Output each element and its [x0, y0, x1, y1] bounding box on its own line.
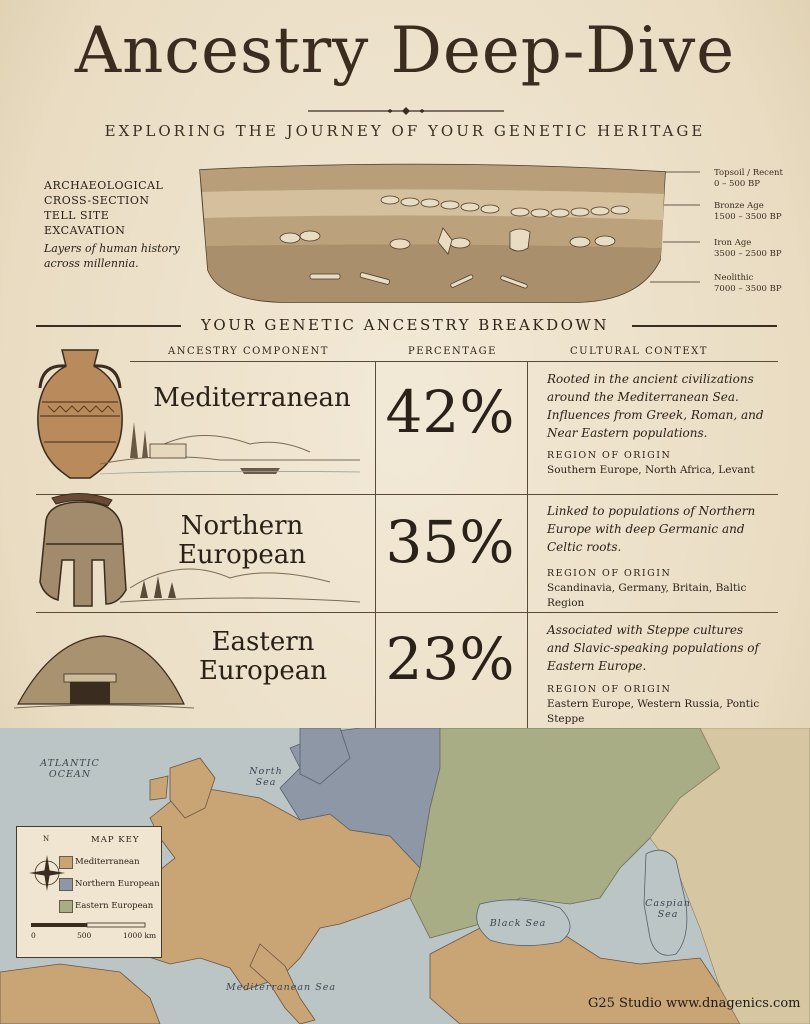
excavation-cross-section: [160, 150, 700, 310]
origin-northern-european: Scandinavia, Germany, Britain, Baltic Region: [547, 582, 747, 609]
scale-label: 1000 km: [123, 931, 157, 940]
scale-bar: [31, 921, 147, 929]
name-line: Northern: [180, 511, 304, 541]
caption-italic: Layers of human history across millennia.: [44, 242, 180, 270]
page-title: Ancestry Deep-Dive: [74, 14, 736, 88]
caption-line: TELL SITE EXCAVATION: [44, 209, 126, 237]
table-rule: [36, 494, 778, 495]
sea-label-black: Black Sea: [489, 918, 547, 929]
percentage-eastern-european: 23%: [385, 625, 515, 693]
map-key-title: MAP KEY: [91, 835, 140, 845]
origin-label: REGION OF ORIGIN: [547, 450, 672, 461]
caption-line: CROSS-SECTION: [44, 194, 150, 207]
column-header-context: CULTURAL CONTEXT: [570, 346, 708, 357]
ancestry-name-northern-european: [150, 512, 334, 570]
column-header-percentage: PERCENTAGE: [408, 346, 497, 357]
layer-label-topsoil: Topsoil / Recent 0 – 500 BP: [714, 168, 783, 189]
percentage-mediterranean: 42%: [385, 378, 515, 446]
sea-label-atlantic: ATLANTIC OCEAN: [40, 758, 100, 780]
layer-label-iron-age: Iron Age 3500 – 2500 BP: [714, 238, 782, 259]
column-divider: [527, 361, 528, 728]
context-northern-european: Linked to populations of Northern Europe with deep Germanic and Celtic roots.: [547, 504, 756, 554]
map-key-swatch: [59, 856, 73, 869]
context-mediterranean: Rooted in the ancient civilizations around the Mediterranean Sea. Influences from Greek, Roman, and Near Eastern populations.: [547, 372, 764, 440]
sea-label-mediterranean: Mediterranean Sea: [226, 982, 336, 993]
origin-label: REGION OF ORIGIN: [547, 684, 672, 695]
breakdown-heading: YOUR GENETIC ANCESTRY BREAKDOWN: [201, 316, 609, 334]
sea-label-north: North Sea: [249, 766, 283, 788]
table-rule: [36, 612, 778, 613]
map-key-item-northern-european: Northern European: [75, 879, 160, 889]
sea-label-caspian: Caspian Sea: [645, 898, 691, 920]
map-key-item-eastern-european: Eastern European: [75, 901, 153, 911]
layer-label-neolithic: Neolithic 7000 – 3500 BP: [714, 273, 782, 294]
footer-credit[interactable]: G25 Studio www.dnagenics.com: [588, 996, 801, 1011]
scale-label: 0: [31, 931, 36, 940]
map-key: [16, 826, 162, 958]
name-line: European: [198, 656, 328, 686]
column-header-component: ANCESTRY COMPONENT: [168, 346, 329, 357]
map-key-item-mediterranean: Mediterranean: [75, 857, 140, 867]
burial-mound-icon: [14, 624, 194, 716]
percentage-northern-european: 35%: [385, 508, 515, 576]
table-rule-top: [130, 361, 778, 362]
compass-north-label: N: [43, 835, 50, 843]
scale-label: 500: [77, 931, 92, 940]
title-ornament: [308, 106, 504, 116]
origin-label: REGION OF ORIGIN: [547, 568, 672, 579]
layer-label-bronze-age: Bronze Age 1500 – 3500 BP: [714, 201, 782, 222]
column-divider: [375, 361, 376, 728]
ancestry-name-eastern-european: [188, 628, 338, 686]
context-eastern-european: Associated with Steppe cultures and Slavic-speaking populations of Eastern Europe.: [547, 623, 759, 673]
origin-mediterranean: Southern Europe, North Africa, Levant: [547, 464, 755, 476]
helmet-icon: [32, 490, 132, 612]
name-line: Eastern: [211, 627, 315, 657]
ancestry-name-mediterranean: Mediterranean: [153, 383, 351, 413]
mediterranean-landscape-icon: [100, 412, 360, 486]
caption-line: ARCHAEOLOGICAL: [44, 179, 164, 192]
name-line: European: [177, 540, 307, 570]
map-key-swatch: [59, 900, 73, 913]
origin-eastern-european: Eastern Europe, Western Russia, Pontic Steppe: [547, 698, 760, 725]
page-subtitle: EXPLORING THE JOURNEY OF YOUR GENETIC HERITAGE: [104, 122, 706, 140]
map-key-swatch: [59, 878, 73, 891]
